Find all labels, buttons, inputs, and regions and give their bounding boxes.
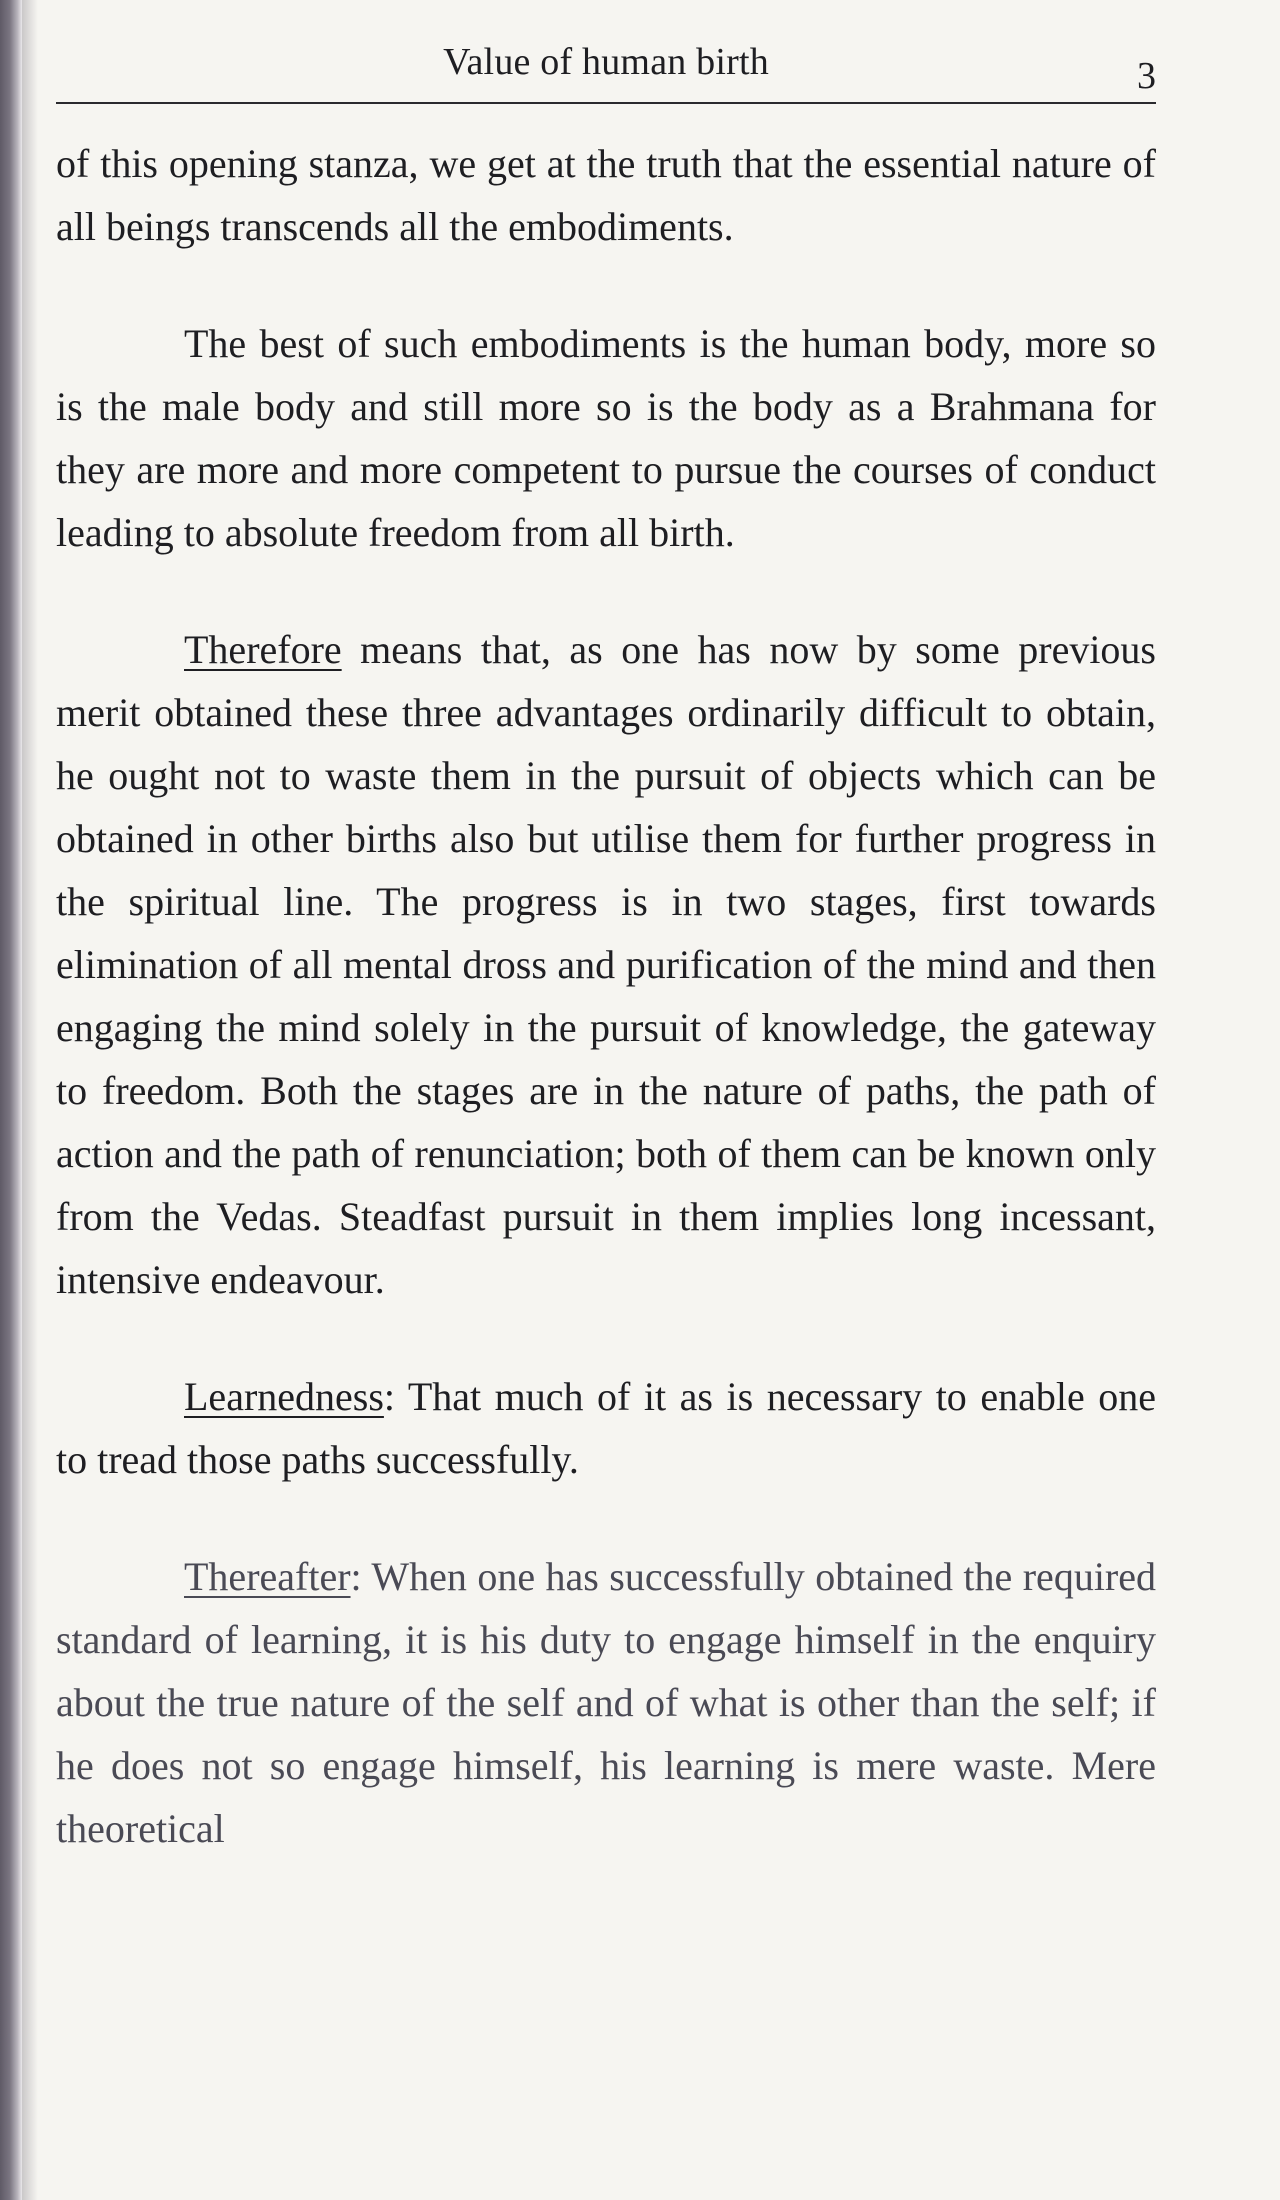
page-number: 3 — [1137, 55, 1156, 97]
header-rule — [56, 102, 1156, 104]
paragraph-thereafter — [56, 1545, 1156, 1860]
term-thereafter: Thereafter — [184, 1554, 351, 1599]
paragraph-text: means that, as one has now by some previous merit obtained these three advantages ordinarily difficult to obtain, he ought not to waste them in the pursuit of objects which can be obtained in other births also but utilise them for further progress in the spiritual line. The progress is in two stages, first towards elimination of all mental dross and purification of the mind and then engaging the mind solely in the pursuit of knowledge, the gateway to freedom. Both the stages are in the nature of paths, the path of action and the path of renunciation; both of them can be known only from the Vedas. Steadfast pursuit in them implies long incessant, intensive endeavour. — [56, 627, 1156, 1302]
paragraph-continuation — [56, 132, 1156, 258]
paragraph-text: of this opening stanza, we get at the truth that the essential nature of all beings transcends all the embodiments. — [56, 141, 1156, 249]
paragraph-text: : When one has successfully obtained the required standard of learning, it is his duty to engage himself in the enquiry about the true nature of the self and of what is other than the self; if he does not so engage himself, his learning is mere waste. Mere theoretical — [56, 1554, 1156, 1851]
term-therefore: Therefore — [184, 627, 342, 672]
paragraph-text: : That much of it as is necessary to enable one to tread those paths successfully. — [56, 1374, 1156, 1482]
paragraph-embodiments — [56, 312, 1156, 564]
paragraph-learnedness — [56, 1365, 1156, 1491]
paragraph-text: The best of such embodiments is the human body, more so is the male body and still more so is the body as a Brahmana for they are more and more competent to pursue the courses of conduct leading to absolute freedom from all birth. — [56, 321, 1156, 555]
running-header — [56, 34, 1156, 104]
running-title: Value of human birth — [443, 41, 769, 83]
paragraph-therefore — [56, 618, 1156, 1311]
page-body — [56, 132, 1156, 1914]
book-spine-shadow — [0, 0, 22, 2200]
term-learnedness: Learnedness — [184, 1374, 384, 1419]
gutter-shadow — [22, 0, 38, 2200]
